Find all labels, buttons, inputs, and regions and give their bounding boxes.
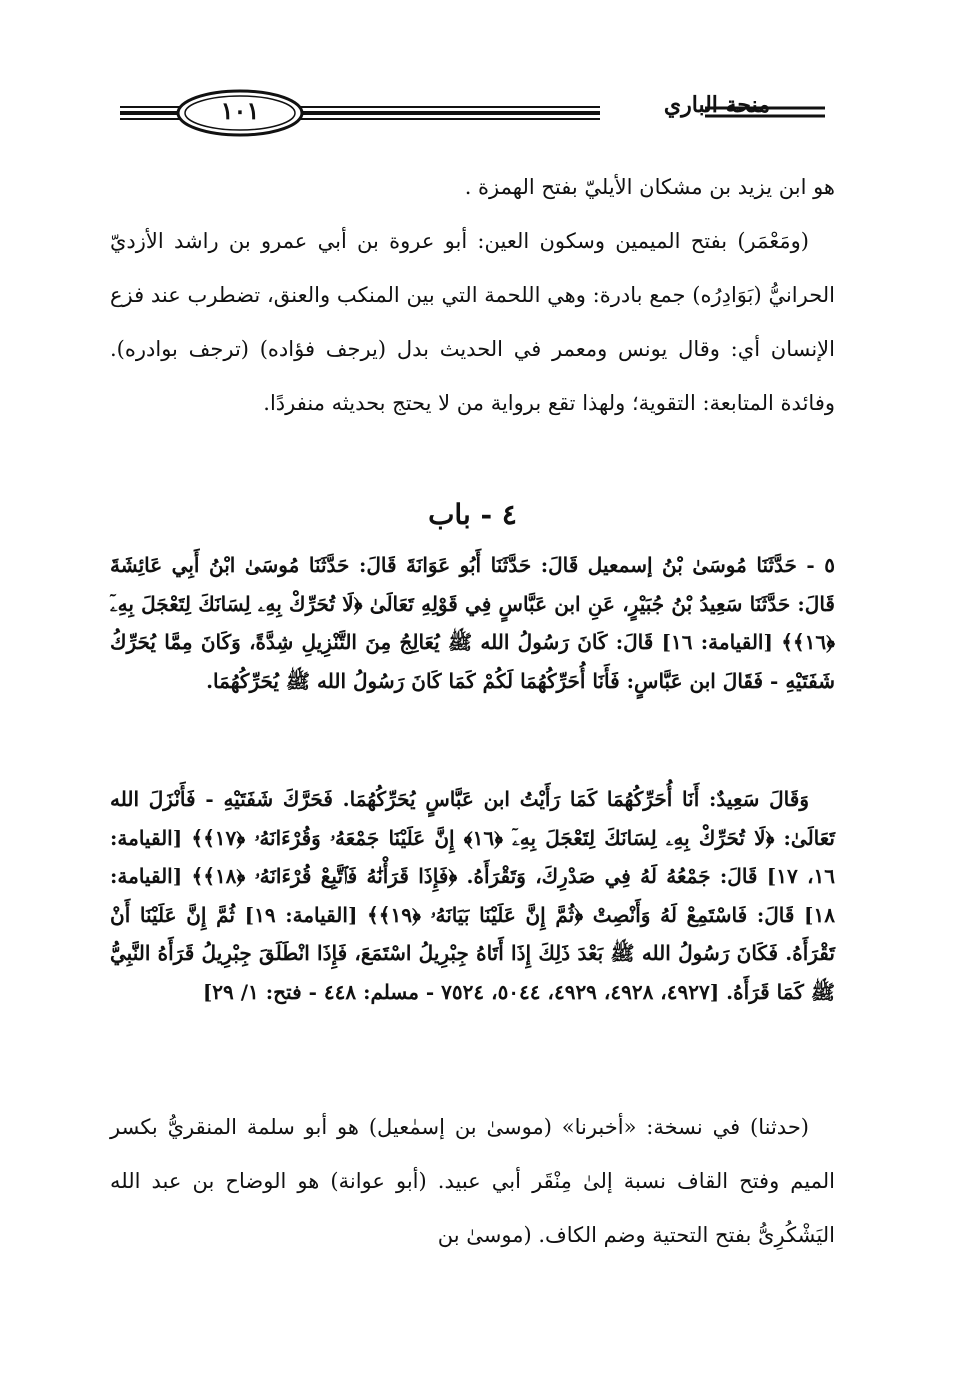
hadith-text-continued [110,780,835,1011]
page-number: ١٠١ [220,96,260,125]
chapter-heading: ٤ - باب [428,498,517,531]
commentary-block-top [110,160,835,430]
commentary-block-bottom [110,1100,835,1262]
commentary-paragraph: هو ابن يزيد بن مشكان الأيليّ بفتح الهمزة . [464,175,835,199]
page-header [110,80,830,150]
hadith-paragraph: وَقَالَ سَعِيدٌ: أَنَا أُحَرِّكُهُمَا كَمَا رَأَيْتُ ابن عَبَّاسٍ يُحَرِّكُهُمَا. فَحَرَّكَ شَفَتَيْهِ - فَأَنْزَلَ الله تَعَالَىٰ: ﴿لَا تُحَرِّكْ بِهِۦ لِسَانَكَ لِتَعْجَلَ بِهِۦٓ ﴿١٦﴾ إِنَّ عَلَيْنَا جَمْعَهُۥ وَقُرْءَانَهُۥ ﴿١٧﴾﴾ [القيامة: ١٦، ١٧] قَالَ: جَمْعُهُ لَهُ فِي صَدْرِكَ، وَتَقْرَأَهُ. ﴿فَإِذَا قَرَأْنَٰهُ فَٱتَّبِعْ قُرْءَانَهُۥ ﴿١٨﴾﴾ [القيامة: ١٨] قَالَ: فَاسْتَمِعْ لَهُ وَأَنْصِتْ ﴿ثُمَّ إِنَّ عَلَيْنَا بَيَانَهُۥ ﴿١٩﴾﴾ [القيامة: ١٩] ثُمَّ إِنَّ عَلَيْنَا أَنْ تَقْرَأَهُ. فَكَانَ رَسُولُ الله ﷺ بَعْدَ ذَلِكَ إِذَا أَتَاهُ جِبْرِيلُ اسْتَمَعَ، فَإِذَا انْطَلَقَ جِبْرِيلُ قَرَأَهُ النَّبِيُّ ﷺ كَمَا قَرَأَهُ. [٤٩٢٧، ٤٩٢٨، ٤٩٢٩، ٥٠٤٤، ٧٥٢٤ - مسلم: ٤٤٨ - فتح: ١/ ٢٩] [110,787,836,1004]
hadith-paragraph: ٥ - حَدَّثَنَا مُوسَىٰ بْنُ إسمعيل قَالَ: حَدَّثَنَا أَبُو عَوَانَةَ قَالَ: حَدَّثَنَا مُوسَىٰ ابْنُ أَبِي عَائِشَةَ قَالَ: حَدَّثَنَا سَعِيدُ بْنُ جُبَيْرٍ، عَنِ ابن عَبَّاسٍ فِي قَوْلِهِ تَعَالَىٰ ﴿لَا تُحَرِّكْ بِهِۦ لِسَانَكَ لِتَعْجَلَ بِهِۦٓ ﴿١٦﴾﴾ [القيامة: ١٦] قَالَ: كَانَ رَسُولُ الله ﷺ يُعَالِجُ مِنَ التَّنْزِيلِ شِدَّةً، وَكَانَ مِمَّا يُحَرِّكُ شَفَتَيْهِ - فَقَالَ ابن عَبَّاسٍ: فَأَنَا أُحَرِّكُهُمَا لَكُمْ كَمَا كَانَ رَسُولُ الله ﷺ يُحَرِّكُهُمَا. [110,553,836,693]
hadith-text [110,546,835,700]
commentary-paragraph: (حدثنا) في نسخة: «أخبرنا» (موسىٰ بن إسمٰعيل) هو أبو سلمة المنقريُّ بكسر الميم وفتح القاف نسبة إلىٰ مِنْقَر أبي عبيد. (أبو عوانة) هو الوضاح بن عبد الله اليَشْكُرِىُّ بفتح التحتية وضم الكاف. (موسىٰ بن [110,1115,835,1247]
commentary-paragraph: (ومَعْمَر) بفتح الميمين وسكون العين: أبو عروة بن أبي عمرو بن راشد الأزديّ الحرانيُّ (بَوَادِرُه) جمع بادرة: وهي اللحمة التي بين المنكب والعنق، تضطرب عند فزع الإنسان أي: وقال يونس ومعمر في الحديث بدل (يرجف فؤاده) (ترجف بوادره). وفائدة المتابعة: التقوية؛ ولهذا تقع برواية من لا يحتج بحديثه منفردًا. [110,229,835,415]
running-title: منحة الباري [663,92,770,118]
